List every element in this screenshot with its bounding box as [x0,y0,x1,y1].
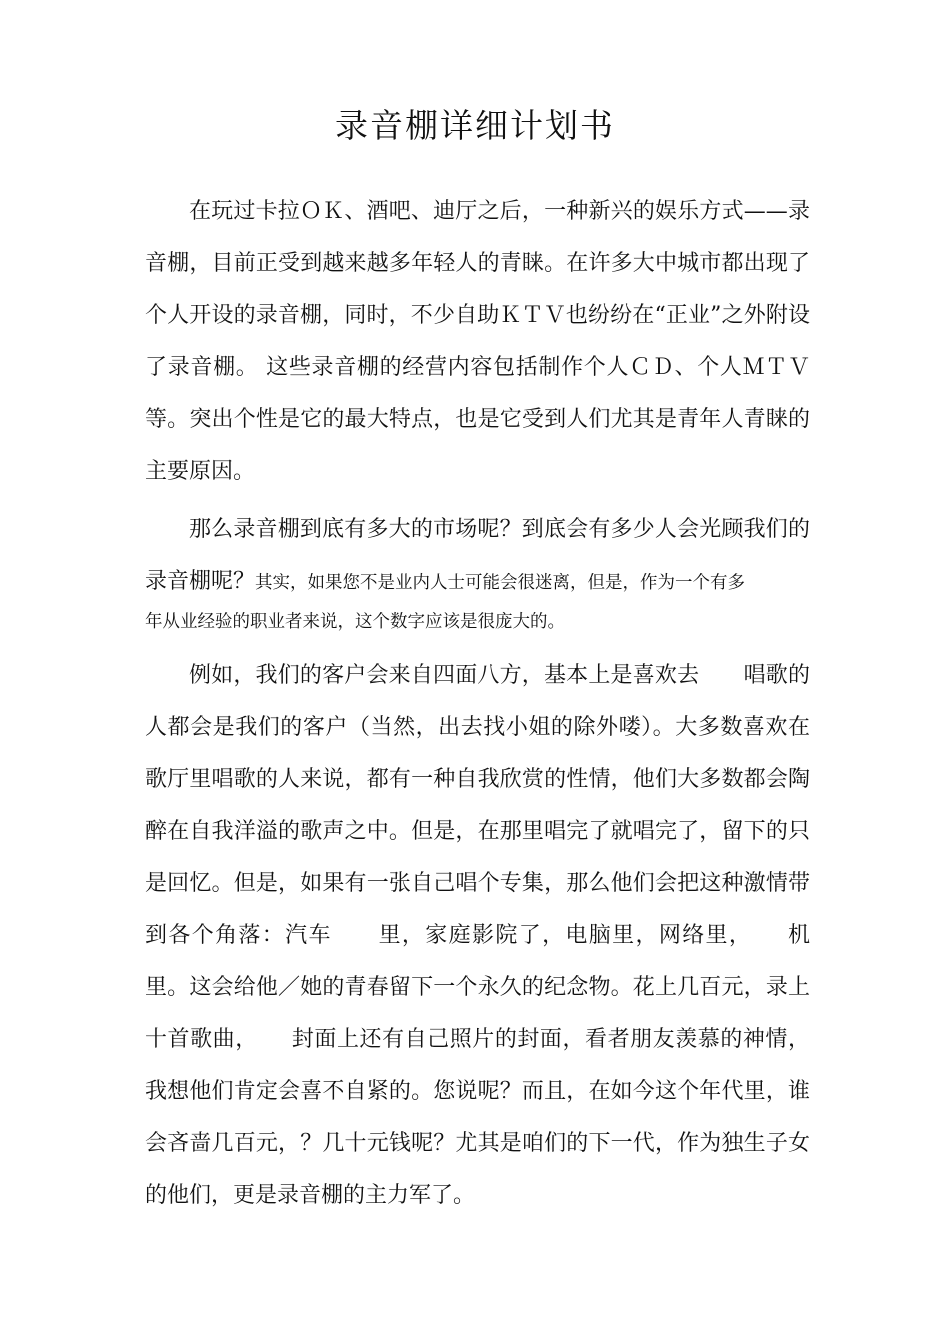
paragraph-market-note: 其实，如果您不是业内人士可能会很迷离，但是，作为一个有多 [255,573,746,593]
paragraph-example: 例如，我们的客户会来自四面八方，基本上是喜欢去 唱歌的人都会是我们的客户（当然，出去找小姐的除外喽）。大多数喜欢在歌厅里唱歌的人来说，都有一种自我欣赏的性情，他们大多数都会陶醉在自我洋溢的歌声之中。但是，在那里唱完了就唱完了，留下的只是回忆。但是，如果有一张自己唱个专集，那么他们会把这种激情带到各个角落：汽车 里，家庭影院了，电脑里，网络里， 机里。这会给他／她的青春留下一个永久的纪念物。花上几百元，录上十首歌曲， 封面上还有自己照片的封面，看者朋友羡慕的神情，我想他们肯定会喜不自紧的。您说呢？而且，在如今这个年代里，谁会吝啬几百元，？几十元钱呢？尤其是咱们的下一代，作为独生子女的他们，更是录音棚的主力军了。 [145,663,810,1208]
paragraph-intro: 在玩过卡拉ＯＫ、酒吧、迪厅之后，一种新兴的娱乐方式——录音棚，目前正受到越来越多年轻人的青睐。在许多大中城市都出现了个人开设的录音棚，同时，不少自助ＫＴＶ也纷纷在“正业”之外附设了录音棚。 这些录音棚的经营内容包括制作个人ＣＤ、个人ＭＴＶ等。突出个性是它的最大特点，也是它受到人们尤其是青年人青睐的主要原因。 [145,199,810,484]
paragraph-market-note-cont: 年从业经验的职业者来说，这个数字应该是很庞大的。 [145,612,565,632]
paragraph-market [145,504,810,642]
document-title: 录音棚详细计划书 [335,106,615,145]
paragraph-market-main: 那么录音棚到底有多大的市场呢？到底会有多少人会光顾我们的录音棚呢？ [145,517,810,594]
